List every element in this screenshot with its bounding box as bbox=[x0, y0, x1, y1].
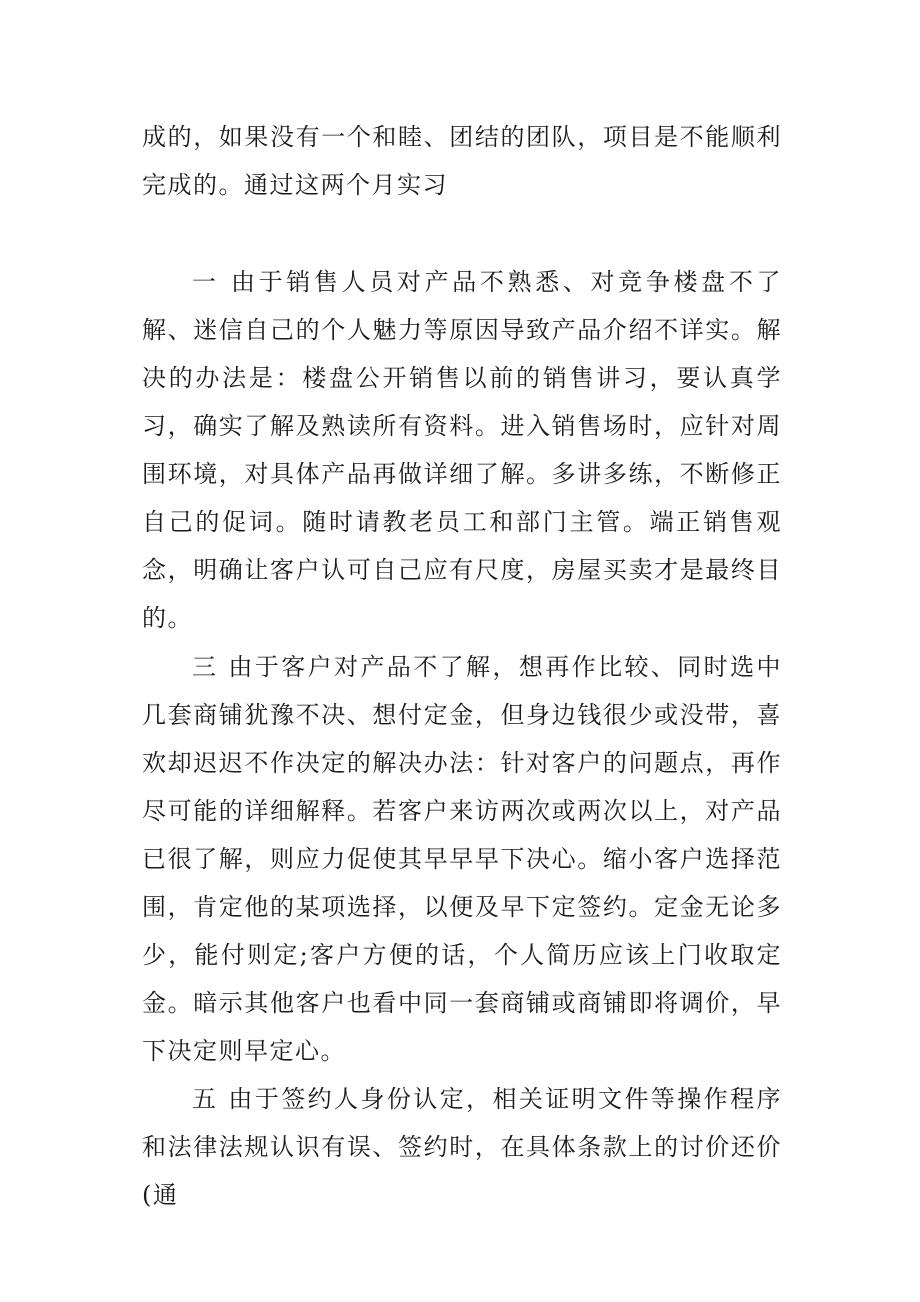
paragraph-continuation: 成的，如果没有一个和睦、团结的团队，项目是不能顺利完成的。通过这两个月实习 bbox=[142, 123, 782, 199]
paragraph-section-one: 一 由于销售人员对产品不熟悉、对竞争楼盘不了解、迷信自己的个人魅力等原因导致产品介绍不详实。解决的办法是：楼盘公开销售以前的销售讲习，要认真学习，确实了解及熟读所有资料。进入销售场时，应针对周围环境，对具体产品再做详细了解。多讲多练，不断修正自己的促词。随时请教老员工和部门主管。端正销售观念，明确让客户认可自己应有尺度，房屋买卖才是最终目的。 bbox=[142, 268, 782, 632]
paragraph-section-five: 五 由于签约人身份认定，相关证明文件等操作程序和法律法规认识有误、签约时，在具体条款上的讨价还价(通 bbox=[142, 1085, 782, 1209]
paragraph-section-three: 三 由于客户对产品不了解，想再作比较、同时选中几套商铺犹豫不决、想付定金，但身边钱很少或没带，喜欢却迟迟不作决定的解决办法：针对客户的问题点，再作尽可能的详细解释。若客户来访两次或两次以上，对产品已很了解，则应力促使其早早早下决心。缩小客户选择范围，肯定他的某项选择，以便及早下定签约。定金无论多少，能付则定;客户方便的话，个人简历应该上门收取定金。暗示其他客户也看中同一套商铺或商铺即将调价，早下决定则早定心。 bbox=[142, 653, 782, 1065]
